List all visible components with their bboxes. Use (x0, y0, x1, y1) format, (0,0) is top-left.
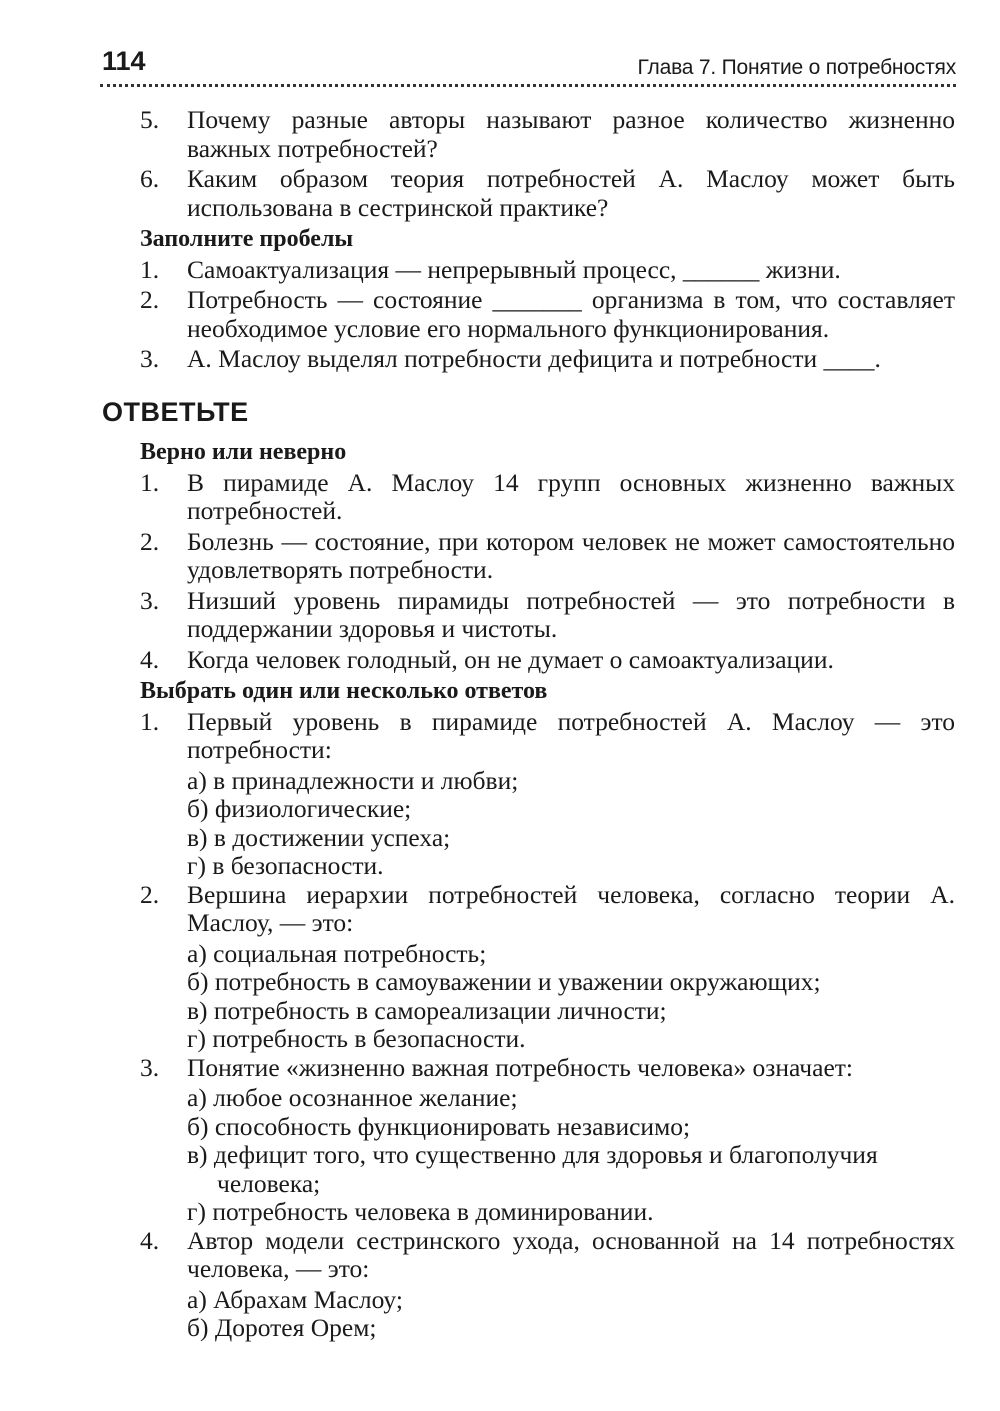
true-false-item: 2. Болезнь — состояние, при котором человек не может самостоятельно удовлетворять потребности. (140, 526, 955, 584)
answer-option: б) физиологические; (187, 794, 412, 823)
answer-option: в) дефицит того, что существенно для здоровья и благополучия человека; (187, 1140, 878, 1198)
answer-option: а) в принадлежности и любви; (187, 765, 519, 795)
question-item: 6. Каким образом теория потребностей А. Маслоу может быть использована в сестринской практике? (140, 164, 955, 222)
answer-option: б) Доротея Орем; (187, 1313, 377, 1342)
choice-question: 3. Понятие «жизненно важная потребность человека» означает: (140, 1052, 853, 1082)
answer-option: б) способность функционировать независимо; (187, 1111, 691, 1141)
true-false-item: 3. Низший уровень пирамиды потребностей — это потребности в поддержании здоровья и чистоты. (140, 585, 955, 643)
fill-blank-item: 3. А. Маслоу выделял потребности дефицита и потребности ____. (140, 344, 881, 373)
page-number: 114 (102, 46, 146, 76)
answer-option: г) в безопасности. (187, 851, 384, 880)
answer-option: б) потребность в самоуважении и уважении окружающих; (187, 967, 821, 996)
multiple-choice-heading: Выбрать один или несколько ответов (140, 678, 548, 704)
header-divider (100, 84, 956, 87)
page-header (100, 42, 956, 92)
answer-option: а) Абрахам Маслоу; (187, 1284, 403, 1314)
choice-question: 1. Первый уровень в пирамиде потребностей А. Маслоу — это потребности: (140, 706, 955, 764)
true-false-item: 4. Когда человек голодный, он не думает о самоактуализации. (140, 644, 834, 674)
page-content (102, 105, 955, 1343)
section-heading: ОТВЕТЬТЕ (102, 396, 249, 427)
answer-option: а) социальная потребность; (187, 938, 487, 968)
answer-option: а) любое осознанное желание; (187, 1083, 518, 1112)
answer-option: г) потребность в безопасности. (187, 1024, 526, 1053)
question-item: 5. Почему разные авторы называют разное количество жизненно важных потребностей? (140, 105, 955, 163)
fill-blanks-heading: Заполните пробелы (140, 226, 354, 252)
fill-blank-item: 2. Потребность — состояние _______ организма в том, что составляет необходимое условие его нормального функционирования. (140, 285, 955, 343)
choice-question: 2. Вершина иерархии потребностей человека, согласно теории А. Маслоу, — это: (140, 879, 955, 937)
choice-question: 4. Автор модели сестринского ухода, основанной на 14 потребностях человека, — это: (140, 1225, 955, 1283)
true-false-item: 1. В пирамиде А. Маслоу 14 групп основных жизненно важных потребностей. (140, 467, 955, 525)
answer-option: г) потребность человека в доминировании. (187, 1197, 654, 1226)
answer-option: в) в достижении успеха; (187, 822, 451, 852)
chapter-title: Глава 7. Понятие о потребностях (637, 56, 956, 79)
fill-blank-item: 1. Самоактуализация — непрерывный процесс, ______ жизни. (140, 254, 841, 284)
answer-option: в) потребность в самореализации личности; (187, 995, 667, 1025)
true-false-heading: Верно или неверно (140, 439, 347, 465)
